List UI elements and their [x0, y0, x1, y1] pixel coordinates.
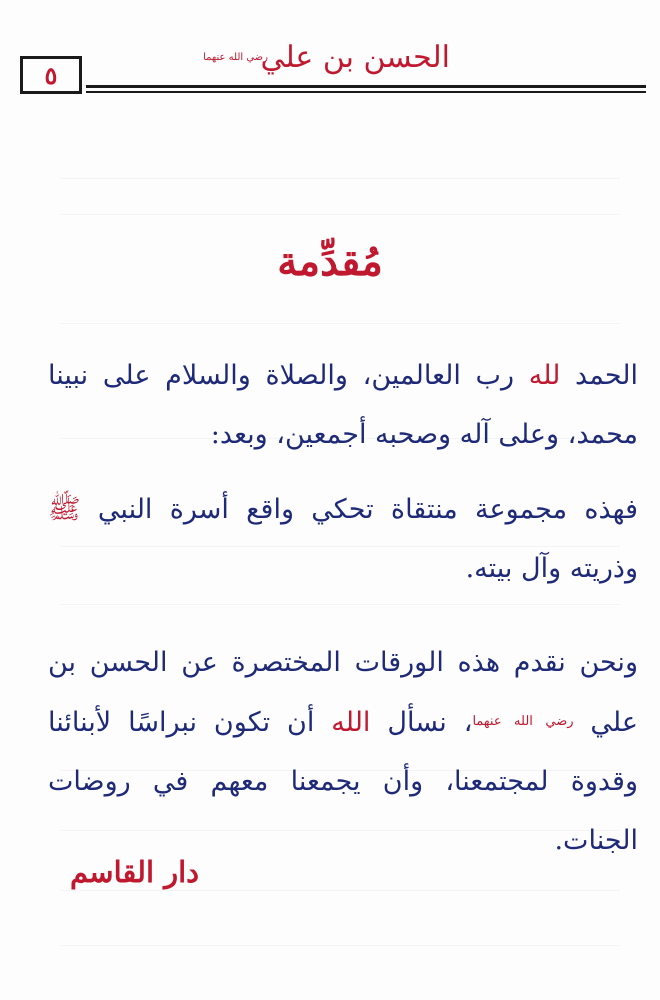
paragraph-description — [48, 480, 638, 598]
bleed-through-line — [60, 604, 620, 605]
paragraph-text: ، نسأل — [370, 707, 473, 738]
divine-name: لله — [528, 360, 561, 391]
bleed-through-line — [60, 945, 620, 946]
bleed-through-line — [60, 890, 620, 891]
paragraph-text: رب العالمين، والصلاة والسلام على نبينا محمد، وعلى آله وصحبه أجمعين، وبعد: — [48, 360, 638, 450]
divine-name: الله — [331, 707, 371, 738]
publisher-signature: دار القاسم — [70, 855, 200, 889]
header-rule-thin — [86, 91, 646, 93]
paragraph-text: وذريته وآل بيته. — [465, 553, 638, 584]
bleed-through-line — [60, 323, 620, 324]
running-header-title: الحسن بن علي — [260, 40, 450, 75]
page-number: ٥ — [44, 60, 58, 90]
salawat-symbol: ﷺ — [48, 494, 81, 525]
honorific-symbol: رضي الله عنهما — [472, 714, 574, 729]
paragraph-intro — [48, 346, 638, 464]
page-number-box — [20, 56, 82, 94]
bleed-through-line — [60, 214, 620, 215]
section-heading: مُقدِّمة — [277, 238, 383, 285]
paragraph-text: ونحن نقدم هذه الورقات المختصرة عن الحسن بن علي — [48, 647, 638, 738]
bleed-through-line — [60, 178, 620, 179]
header-rule-thick — [86, 85, 646, 88]
paragraph-text: أن تكون نبراسًا لأبنائنا وقدوة لمجتمعنا، وأن يجمعنا معهم في روضات الجنات. — [48, 707, 638, 856]
paragraph-purpose — [48, 633, 638, 870]
paragraph-text: فهذه مجموعة منتقاة تحكي واقع أسرة النبي — [80, 494, 638, 525]
running-header-honorific: رضي الله عنهما — [203, 52, 268, 63]
paragraph-text: الحمد — [560, 360, 638, 391]
